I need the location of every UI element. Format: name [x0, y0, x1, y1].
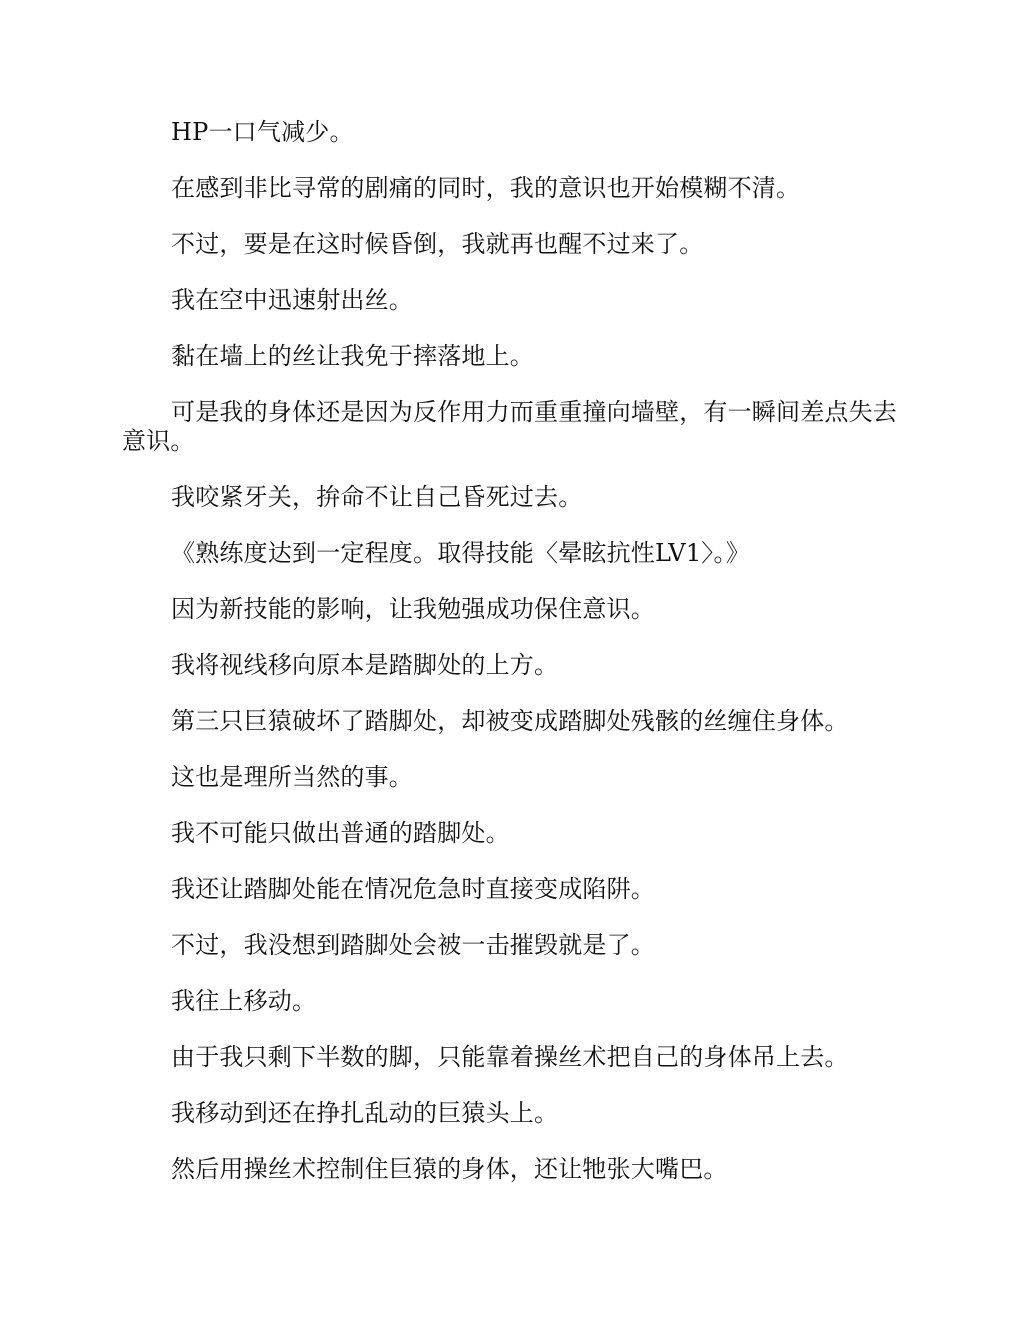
paragraph: 我在空中迅速射出丝。	[171, 286, 413, 314]
paragraph: 我移动到还在挣扎乱动的巨猿头上。	[171, 1099, 559, 1127]
paragraph: 由于我只剩下半数的脚，只能靠着操丝术把自己的身体吊上去。	[171, 1043, 849, 1071]
paragraph: 可是我的身体还是因为反作用力而重重撞向墙壁，有一瞬间差点失去意识。	[122, 398, 897, 455]
paragraph: 我还让踏脚处能在情况危急时直接变成陷阱。	[171, 875, 655, 903]
paragraph: 因为新技能的影响，让我勉强成功保住意识。	[171, 595, 655, 623]
paragraph: 我不可能只做出普通的踏脚处。	[171, 819, 510, 847]
document-body	[122, 118, 898, 1211]
paragraph: 这也是理所当然的事。	[171, 763, 413, 791]
paragraph: 不过，我没想到踏脚处会被一击摧毁就是了。	[171, 931, 655, 959]
paragraph: 不过，要是在这时候昏倒，我就再也醒不过来了。	[171, 230, 704, 258]
paragraph: 《熟练度达到一定程度。取得技能〈晕眩抗性LV1〉。》	[171, 539, 750, 567]
paragraph: 我咬紧牙关，拚命不让自己昏死过去。	[171, 483, 583, 511]
paragraph: 我往上移动。	[171, 987, 317, 1015]
paragraph: 第三只巨猿破坏了踏脚处，却被变成踏脚处残骸的丝缠住身体。	[171, 707, 849, 735]
paragraph: HP一口气减少。	[171, 118, 354, 146]
paragraph: 在感到非比寻常的剧痛的同时，我的意识也开始模糊不清。	[171, 174, 801, 202]
paragraph: 黏在墙上的丝让我免于摔落地上。	[171, 342, 534, 370]
paragraph: 我将视线移向原本是踏脚处的上方。	[171, 651, 559, 679]
paragraph: 然后用操丝术控制住巨猿的身体，还让牠张大嘴巴。	[171, 1155, 728, 1183]
